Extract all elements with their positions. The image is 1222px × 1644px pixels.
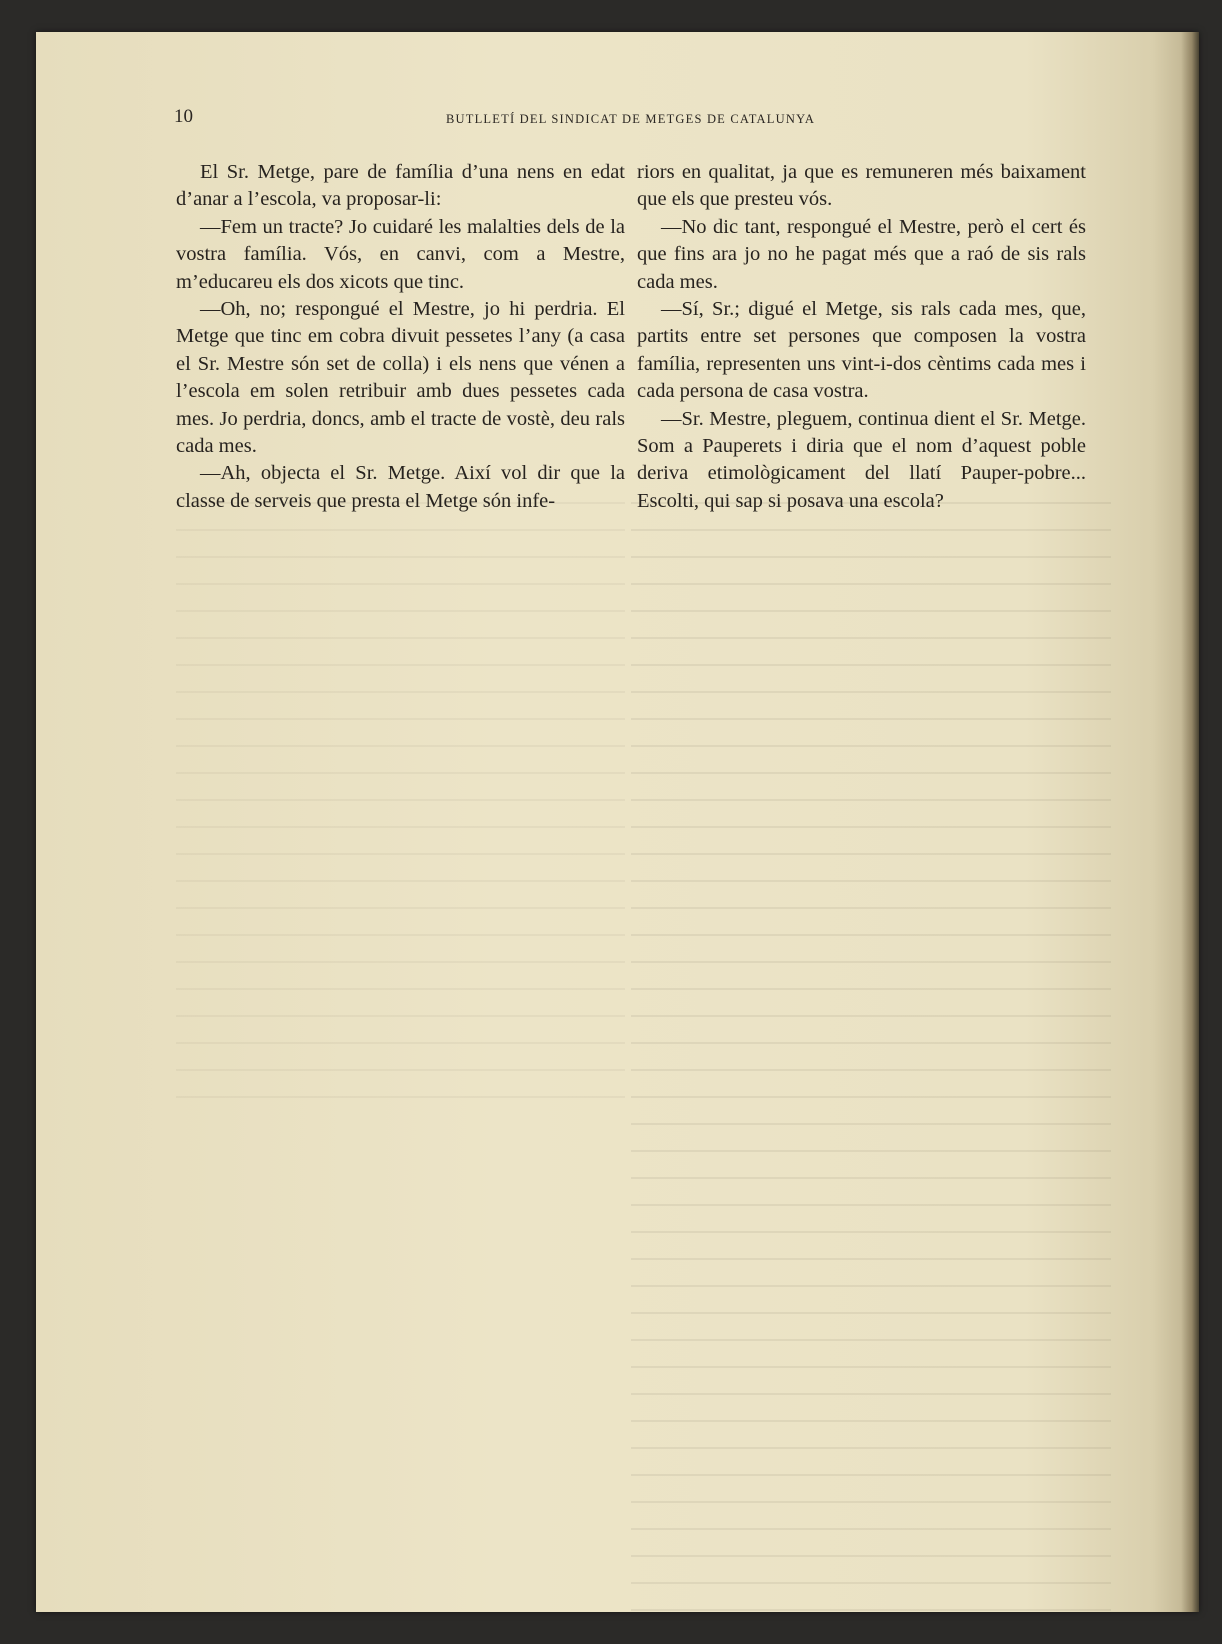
page-edge-shadow (1181, 32, 1199, 1612)
show-through-right (631, 502, 1111, 1612)
paragraph: —Fem un tracte? Jo cuidaré les malalties dels de la vostra família. Vós, en canvi, com a Mestre, m’educareu els dos xicots que tinc. (176, 215, 625, 293)
paragraph: —Oh, no; respongué el Mestre, jo hi perdria. El Metge que tinc em cobra divuit pessetes l’any (a casa el Sr. Mestre són set de colla) i els nens que vénen a l’escola em solen retribuir amb dues pessetes cada mes. Jo perdria, doncs, amb el tracte de vostè, deu rals cada mes. (176, 298, 625, 458)
running-title: BUTLLETÍ DEL SINDICAT DE METGES DE CATALUNYA (446, 112, 816, 126)
paragraph: El Sr. Metge, pare de família d’una nens en edat d’anar a l’escola, va proposar-li: (176, 161, 625, 211)
paragraph: riors en qualitat, ja que es remuneren més baixament que els que presteu vós. (637, 161, 1086, 211)
paragraph: —Sí, Sr.; digué el Metge, sis rals cada mes, que, partits entre set persones que composen la vostra família, representen uns vint-i-dos cèntims cada mes i cada persona de casa vostra. (637, 298, 1086, 403)
paragraph: —No dic tant, respongué el Mestre, però el cert és que fins ara jo no he pagat més que a raó de sis rals cada mes. (637, 215, 1086, 293)
show-through-left (176, 502, 625, 1102)
paragraph: —Ah, objecta el Sr. Metge. Així vol dir que la classe de serveis que presta el Metge són infe- (176, 462, 625, 512)
left-column (176, 159, 625, 515)
right-column (637, 159, 1086, 515)
scanned-page (36, 32, 1199, 1612)
paragraph: —Sr. Mestre, pleguem, continua dient el Sr. Metge. Som a Pauperets i diria que el nom d’aquest poble deriva etimològicament del llatí Pauper-pobre... Escolti, qui sap si posava una escola? (637, 407, 1086, 512)
page-number: 10 (174, 106, 193, 127)
